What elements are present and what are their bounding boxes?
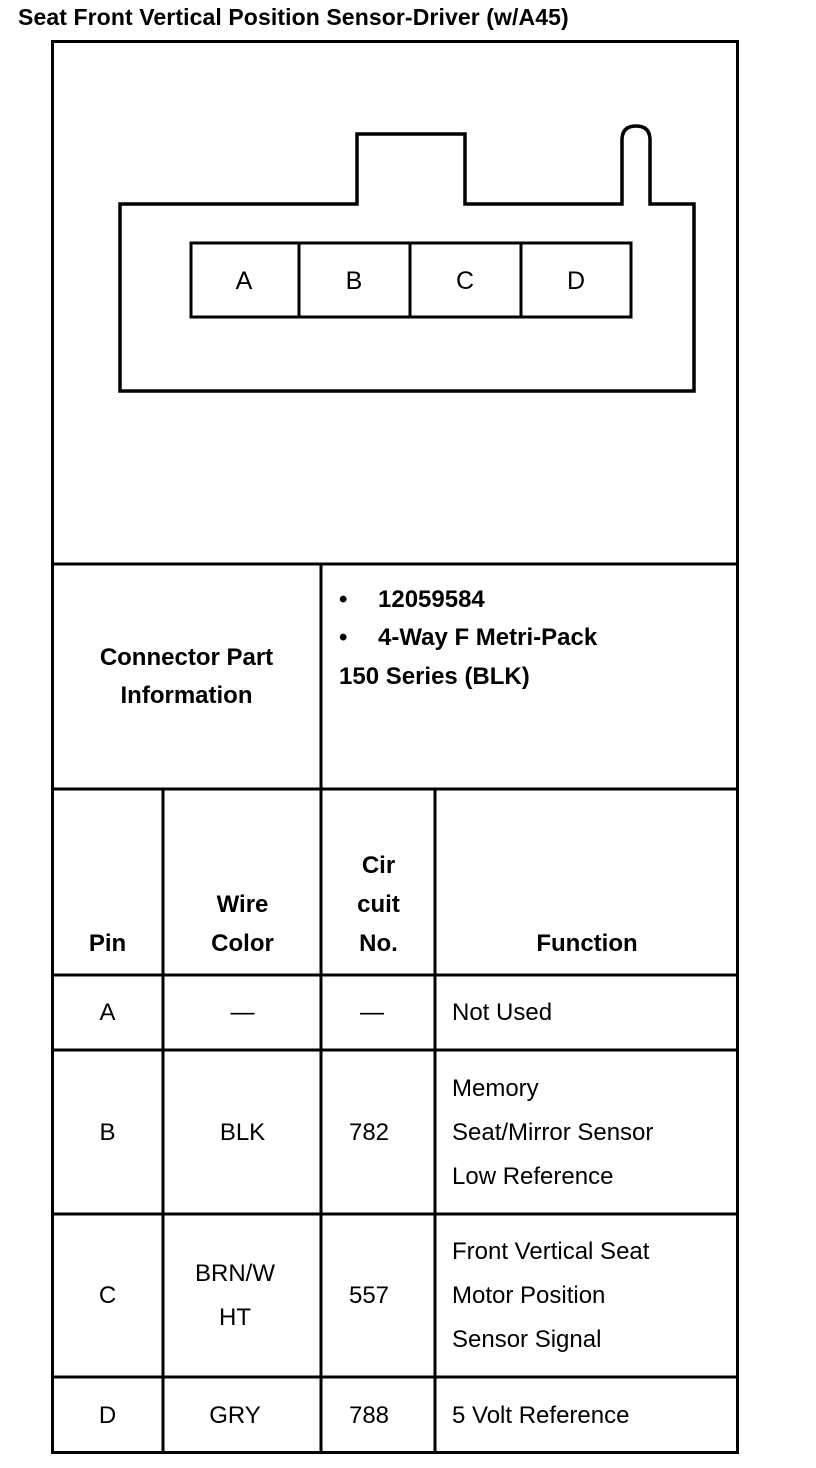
header-function [437, 791, 737, 974]
row-c-function [452, 1216, 736, 1376]
header-circuit-text: Cir [361, 852, 396, 879]
row-a-wire: — [230, 999, 255, 1026]
row-d-function [452, 1379, 736, 1452]
connector-series: 150 Series (BLK) [339, 663, 530, 690]
header-pin-text: Pin [88, 930, 127, 957]
pin-label-c: C [455, 267, 475, 295]
function-line: Low Reference [452, 1162, 614, 1190]
connector-info-label [53, 566, 320, 788]
part-number: 12059584 [378, 586, 485, 613]
function-line: Not Used [452, 999, 553, 1026]
pin-label-d: D [566, 267, 586, 295]
header-circuit-text: cuit [357, 891, 400, 918]
page-title: Seat Front Vertical Position Sensor-Driver (w/A45) [18, 4, 569, 30]
pin-label-a: A [235, 267, 253, 295]
header-pin [53, 791, 162, 974]
row-b-function [452, 1052, 736, 1213]
function-line: Front Vertical Seat [452, 1238, 650, 1265]
row-a-pin: A [99, 999, 116, 1026]
pin-label-b: B [345, 267, 363, 295]
connector-type: 4-Way F Metri-Pack [378, 624, 598, 651]
wire-line: BRN/W [195, 1260, 275, 1287]
connector-body [120, 126, 694, 391]
row-b-wire: BLK [219, 1118, 266, 1146]
row-d-wire: GRY [209, 1401, 261, 1429]
row-c-circuit: 557 [348, 1282, 390, 1309]
function-line: Sensor Signal [452, 1326, 602, 1353]
function-line: Memory [452, 1074, 539, 1102]
row-b-pin: B [99, 1118, 116, 1146]
row-d-pin: D [98, 1401, 117, 1429]
row-b-circuit: 782 [348, 1118, 390, 1146]
row-c-wire [165, 1216, 305, 1376]
header-circuit-text: No. [359, 930, 398, 957]
connector-info-label-line: Connector Part [99, 644, 274, 671]
header-wire-color [165, 791, 320, 974]
bullet-icon: • [339, 586, 348, 613]
row-a-circuit: — [360, 999, 384, 1026]
connector-info-label-line: Information [120, 682, 253, 709]
row-d-circuit: 788 [348, 1401, 390, 1429]
function-line: Motor Position [452, 1282, 606, 1309]
header-wire-text: Wire [216, 891, 269, 918]
wire-line: HT [219, 1304, 251, 1331]
header-wire-text: Color [211, 930, 274, 957]
row-a-function [452, 977, 736, 1049]
row-c-pin: C [98, 1282, 117, 1309]
header-function-text: Function [536, 930, 638, 957]
function-line: 5 Volt Reference [452, 1401, 630, 1429]
bullet-icon: • [339, 624, 348, 651]
function-line: Seat/Mirror Sensor [452, 1118, 654, 1146]
header-circuit [323, 791, 434, 974]
